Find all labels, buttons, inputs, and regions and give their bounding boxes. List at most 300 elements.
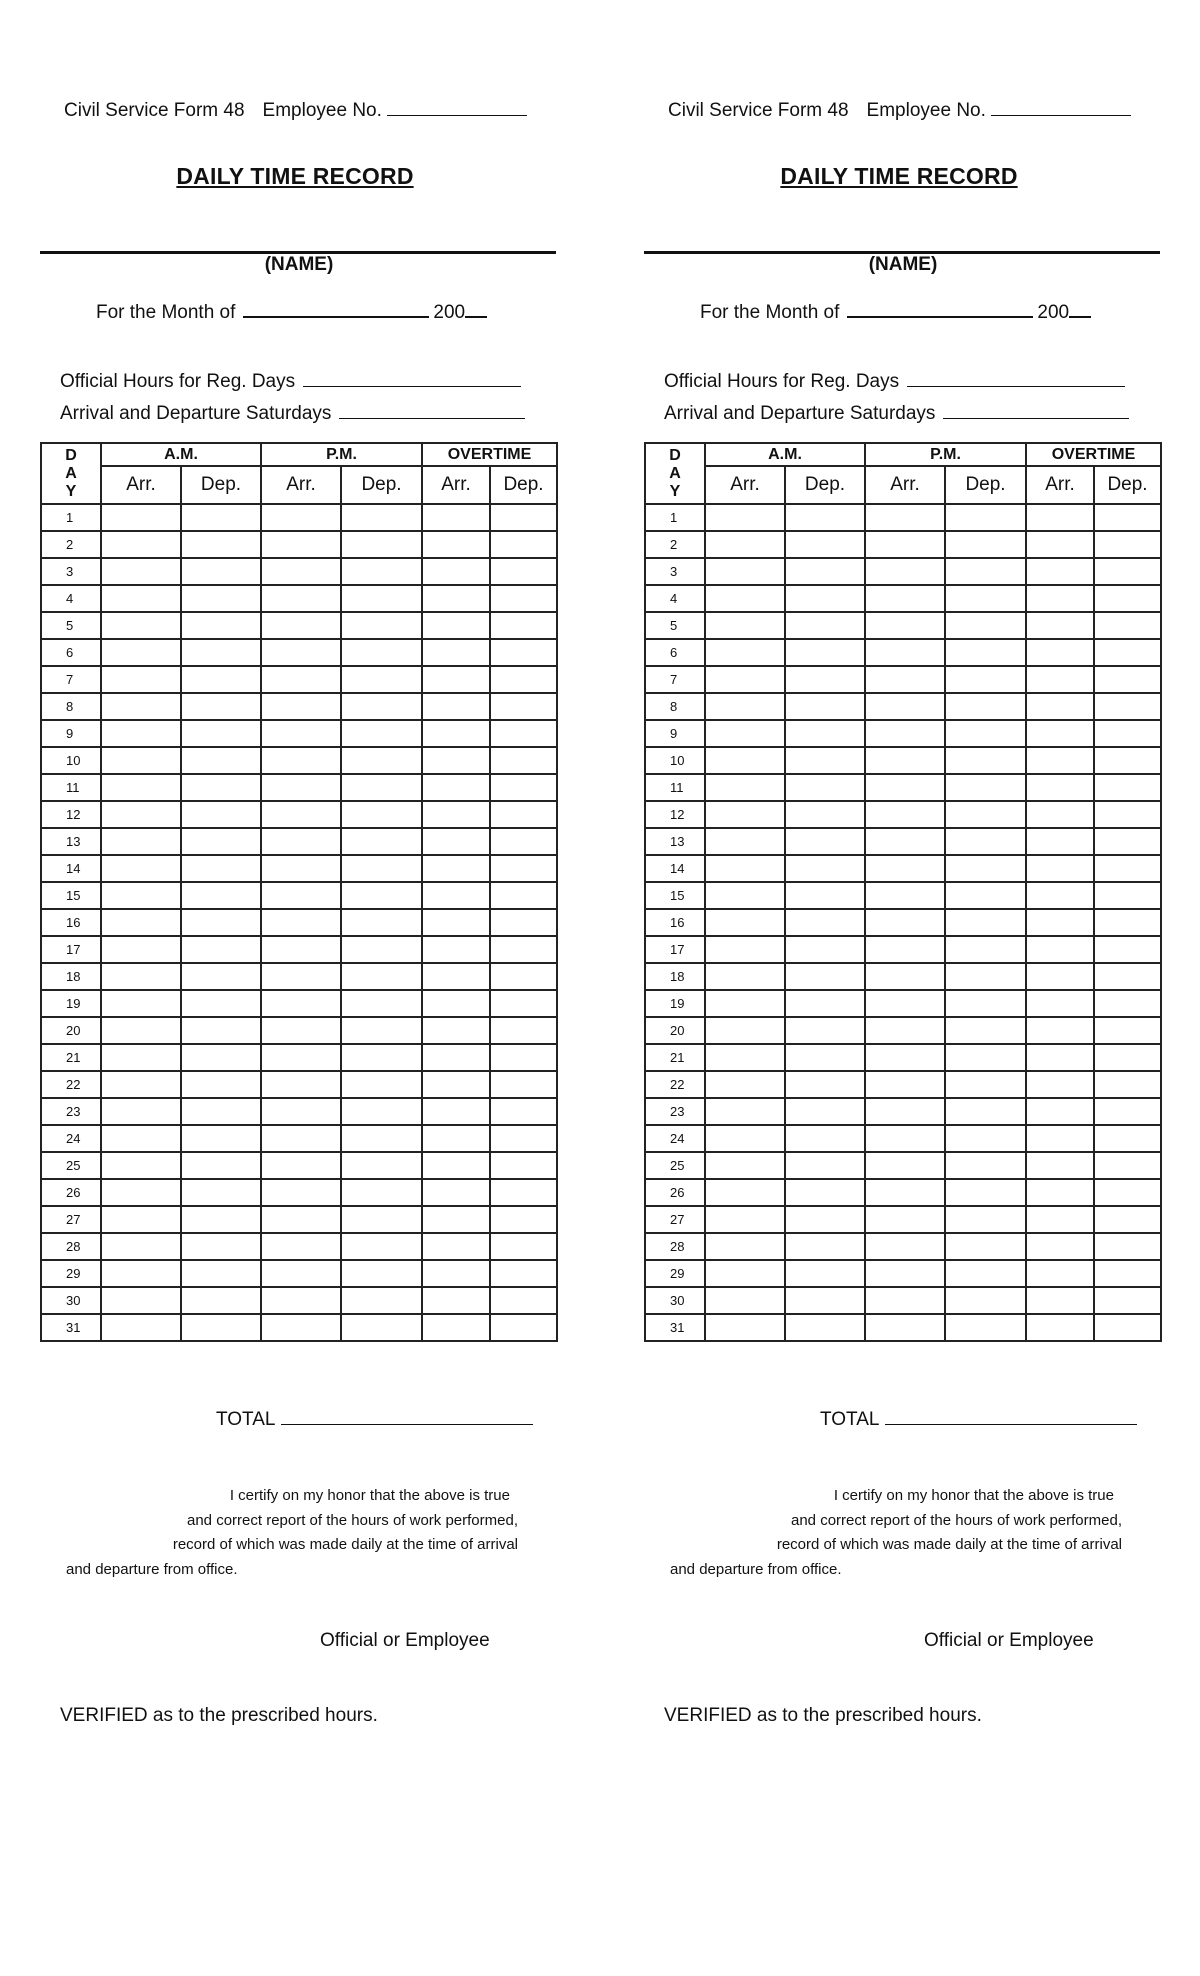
overtime-arrival-cell[interactable] — [422, 1044, 490, 1071]
overtime-arrival-cell[interactable] — [1026, 1017, 1094, 1044]
am-arrival-cell[interactable] — [705, 504, 785, 531]
overtime-arrival-cell[interactable] — [1026, 963, 1094, 990]
overtime-departure-cell[interactable] — [490, 585, 557, 612]
overtime-departure-cell[interactable] — [1094, 612, 1161, 639]
am-arrival-cell[interactable] — [101, 1233, 181, 1260]
am-departure-cell[interactable] — [181, 963, 261, 990]
pm-departure-cell[interactable] — [945, 1179, 1026, 1206]
overtime-departure-cell[interactable] — [490, 1179, 557, 1206]
am-arrival-cell[interactable] — [101, 963, 181, 990]
overtime-arrival-cell[interactable] — [1026, 882, 1094, 909]
pm-departure-cell[interactable] — [945, 1287, 1026, 1314]
am-departure-cell[interactable] — [785, 801, 865, 828]
overtime-departure-cell[interactable] — [1094, 882, 1161, 909]
pm-arrival-cell[interactable] — [261, 585, 341, 612]
am-departure-cell[interactable] — [785, 1287, 865, 1314]
overtime-arrival-cell[interactable] — [422, 558, 490, 585]
pm-departure-cell[interactable] — [945, 558, 1026, 585]
am-departure-cell[interactable] — [785, 1206, 865, 1233]
overtime-departure-cell[interactable] — [490, 909, 557, 936]
pm-departure-cell[interactable] — [341, 558, 422, 585]
am-departure-cell[interactable] — [785, 747, 865, 774]
overtime-departure-cell[interactable] — [490, 531, 557, 558]
pm-arrival-cell[interactable] — [865, 909, 945, 936]
overtime-arrival-cell[interactable] — [422, 1125, 490, 1152]
pm-arrival-cell[interactable] — [865, 936, 945, 963]
am-departure-cell[interactable] — [785, 666, 865, 693]
am-departure-cell[interactable] — [785, 1314, 865, 1341]
pm-arrival-cell[interactable] — [865, 1017, 945, 1044]
overtime-arrival-cell[interactable] — [1026, 585, 1094, 612]
saturdays-field[interactable] — [943, 404, 1129, 419]
am-departure-cell[interactable] — [785, 1098, 865, 1125]
pm-departure-cell[interactable] — [945, 801, 1026, 828]
pm-departure-cell[interactable] — [341, 936, 422, 963]
am-departure-cell[interactable] — [181, 1098, 261, 1125]
pm-arrival-cell[interactable] — [865, 882, 945, 909]
employee-no-field[interactable] — [387, 101, 527, 116]
am-arrival-cell[interactable] — [101, 693, 181, 720]
overtime-arrival-cell[interactable] — [1026, 1071, 1094, 1098]
overtime-arrival-cell[interactable] — [422, 1152, 490, 1179]
overtime-departure-cell[interactable] — [490, 1206, 557, 1233]
am-arrival-cell[interactable] — [705, 531, 785, 558]
am-arrival-cell[interactable] — [705, 1017, 785, 1044]
am-departure-cell[interactable] — [181, 612, 261, 639]
am-arrival-cell[interactable] — [705, 1125, 785, 1152]
overtime-departure-cell[interactable] — [1094, 504, 1161, 531]
am-arrival-cell[interactable] — [705, 990, 785, 1017]
am-arrival-cell[interactable] — [705, 693, 785, 720]
overtime-arrival-cell[interactable] — [422, 1233, 490, 1260]
am-arrival-cell[interactable] — [101, 1098, 181, 1125]
am-departure-cell[interactable] — [785, 990, 865, 1017]
am-arrival-cell[interactable] — [101, 558, 181, 585]
am-arrival-cell[interactable] — [705, 828, 785, 855]
pm-departure-cell[interactable] — [945, 720, 1026, 747]
pm-arrival-cell[interactable] — [261, 1206, 341, 1233]
pm-arrival-cell[interactable] — [865, 828, 945, 855]
overtime-arrival-cell[interactable] — [1026, 612, 1094, 639]
pm-arrival-cell[interactable] — [865, 666, 945, 693]
overtime-departure-cell[interactable] — [490, 504, 557, 531]
am-arrival-cell[interactable] — [101, 1152, 181, 1179]
overtime-arrival-cell[interactable] — [1026, 1314, 1094, 1341]
overtime-arrival-cell[interactable] — [422, 801, 490, 828]
overtime-arrival-cell[interactable] — [422, 693, 490, 720]
am-departure-cell[interactable] — [181, 882, 261, 909]
am-arrival-cell[interactable] — [101, 855, 181, 882]
pm-departure-cell[interactable] — [945, 828, 1026, 855]
pm-arrival-cell[interactable] — [865, 558, 945, 585]
overtime-departure-cell[interactable] — [490, 1044, 557, 1071]
overtime-arrival-cell[interactable] — [422, 612, 490, 639]
pm-departure-cell[interactable] — [341, 1314, 422, 1341]
overtime-arrival-cell[interactable] — [422, 1017, 490, 1044]
pm-arrival-cell[interactable] — [865, 1125, 945, 1152]
overtime-arrival-cell[interactable] — [422, 585, 490, 612]
overtime-departure-cell[interactable] — [1094, 1314, 1161, 1341]
pm-arrival-cell[interactable] — [261, 747, 341, 774]
am-departure-cell[interactable] — [181, 1017, 261, 1044]
overtime-arrival-cell[interactable] — [1026, 1125, 1094, 1152]
am-arrival-cell[interactable] — [101, 1206, 181, 1233]
pm-departure-cell[interactable] — [945, 909, 1026, 936]
pm-departure-cell[interactable] — [945, 747, 1026, 774]
pm-arrival-cell[interactable] — [865, 612, 945, 639]
overtime-arrival-cell[interactable] — [422, 531, 490, 558]
overtime-departure-cell[interactable] — [1094, 558, 1161, 585]
am-arrival-cell[interactable] — [101, 774, 181, 801]
pm-arrival-cell[interactable] — [865, 990, 945, 1017]
pm-departure-cell[interactable] — [341, 1098, 422, 1125]
pm-departure-cell[interactable] — [945, 1233, 1026, 1260]
overtime-arrival-cell[interactable] — [422, 1179, 490, 1206]
overtime-departure-cell[interactable] — [1094, 1152, 1161, 1179]
am-arrival-cell[interactable] — [705, 558, 785, 585]
am-departure-cell[interactable] — [181, 1206, 261, 1233]
overtime-arrival-cell[interactable] — [422, 828, 490, 855]
am-departure-cell[interactable] — [181, 1125, 261, 1152]
overtime-arrival-cell[interactable] — [1026, 828, 1094, 855]
am-departure-cell[interactable] — [181, 1287, 261, 1314]
overtime-arrival-cell[interactable] — [1026, 720, 1094, 747]
overtime-arrival-cell[interactable] — [1026, 1044, 1094, 1071]
overtime-arrival-cell[interactable] — [1026, 855, 1094, 882]
overtime-arrival-cell[interactable] — [1026, 1098, 1094, 1125]
pm-departure-cell[interactable] — [341, 1017, 422, 1044]
overtime-arrival-cell[interactable] — [422, 1071, 490, 1098]
pm-arrival-cell[interactable] — [261, 1314, 341, 1341]
pm-arrival-cell[interactable] — [865, 747, 945, 774]
pm-departure-cell[interactable] — [945, 639, 1026, 666]
am-departure-cell[interactable] — [785, 1260, 865, 1287]
pm-departure-cell[interactable] — [945, 1098, 1026, 1125]
overtime-arrival-cell[interactable] — [1026, 747, 1094, 774]
overtime-departure-cell[interactable] — [490, 936, 557, 963]
pm-departure-cell[interactable] — [945, 1017, 1026, 1044]
overtime-departure-cell[interactable] — [490, 1071, 557, 1098]
am-arrival-cell[interactable] — [705, 909, 785, 936]
pm-arrival-cell[interactable] — [261, 828, 341, 855]
am-departure-cell[interactable] — [181, 1044, 261, 1071]
am-arrival-cell[interactable] — [705, 1260, 785, 1287]
am-departure-cell[interactable] — [785, 531, 865, 558]
am-arrival-cell[interactable] — [101, 1125, 181, 1152]
overtime-arrival-cell[interactable] — [1026, 504, 1094, 531]
am-arrival-cell[interactable] — [705, 612, 785, 639]
am-departure-cell[interactable] — [181, 855, 261, 882]
am-departure-cell[interactable] — [785, 963, 865, 990]
pm-arrival-cell[interactable] — [261, 612, 341, 639]
overtime-arrival-cell[interactable] — [422, 882, 490, 909]
overtime-departure-cell[interactable] — [1094, 1098, 1161, 1125]
overtime-arrival-cell[interactable] — [1026, 1233, 1094, 1260]
overtime-departure-cell[interactable] — [1094, 639, 1161, 666]
overtime-departure-cell[interactable] — [490, 1125, 557, 1152]
overtime-departure-cell[interactable] — [1094, 909, 1161, 936]
pm-arrival-cell[interactable] — [261, 990, 341, 1017]
pm-departure-cell[interactable] — [341, 1071, 422, 1098]
am-arrival-cell[interactable] — [101, 1044, 181, 1071]
pm-departure-cell[interactable] — [945, 1152, 1026, 1179]
pm-arrival-cell[interactable] — [865, 639, 945, 666]
overtime-departure-cell[interactable] — [490, 990, 557, 1017]
overtime-arrival-cell[interactable] — [1026, 531, 1094, 558]
pm-departure-cell[interactable] — [945, 504, 1026, 531]
overtime-arrival-cell[interactable] — [422, 1098, 490, 1125]
pm-departure-cell[interactable] — [341, 531, 422, 558]
pm-arrival-cell[interactable] — [865, 1071, 945, 1098]
overtime-departure-cell[interactable] — [490, 1152, 557, 1179]
overtime-arrival-cell[interactable] — [1026, 693, 1094, 720]
am-departure-cell[interactable] — [181, 666, 261, 693]
overtime-arrival-cell[interactable] — [422, 936, 490, 963]
overtime-departure-cell[interactable] — [490, 1233, 557, 1260]
overtime-arrival-cell[interactable] — [1026, 990, 1094, 1017]
pm-departure-cell[interactable] — [341, 855, 422, 882]
total-field[interactable] — [885, 1410, 1137, 1425]
overtime-arrival-cell[interactable] — [1026, 639, 1094, 666]
pm-departure-cell[interactable] — [945, 774, 1026, 801]
am-arrival-cell[interactable] — [705, 882, 785, 909]
overtime-arrival-cell[interactable] — [422, 747, 490, 774]
pm-arrival-cell[interactable] — [865, 1179, 945, 1206]
pm-arrival-cell[interactable] — [261, 801, 341, 828]
pm-arrival-cell[interactable] — [865, 1152, 945, 1179]
am-departure-cell[interactable] — [785, 1179, 865, 1206]
pm-departure-cell[interactable] — [341, 666, 422, 693]
overtime-departure-cell[interactable] — [1094, 828, 1161, 855]
overtime-departure-cell[interactable] — [1094, 1260, 1161, 1287]
overtime-arrival-cell[interactable] — [422, 774, 490, 801]
am-arrival-cell[interactable] — [705, 1044, 785, 1071]
am-departure-cell[interactable] — [785, 1044, 865, 1071]
am-departure-cell[interactable] — [785, 612, 865, 639]
overtime-arrival-cell[interactable] — [1026, 936, 1094, 963]
am-departure-cell[interactable] — [785, 774, 865, 801]
am-departure-cell[interactable] — [785, 882, 865, 909]
am-departure-cell[interactable] — [785, 1152, 865, 1179]
overtime-arrival-cell[interactable] — [1026, 774, 1094, 801]
employee-no-field[interactable] — [991, 101, 1131, 116]
am-arrival-cell[interactable] — [101, 531, 181, 558]
pm-arrival-cell[interactable] — [261, 693, 341, 720]
overtime-departure-cell[interactable] — [490, 1314, 557, 1341]
pm-departure-cell[interactable] — [341, 909, 422, 936]
pm-departure-cell[interactable] — [341, 1179, 422, 1206]
am-arrival-cell[interactable] — [101, 1179, 181, 1206]
pm-departure-cell[interactable] — [341, 1233, 422, 1260]
am-departure-cell[interactable] — [785, 936, 865, 963]
am-departure-cell[interactable] — [785, 504, 865, 531]
pm-departure-cell[interactable] — [341, 747, 422, 774]
am-arrival-cell[interactable] — [705, 747, 785, 774]
am-departure-cell[interactable] — [785, 909, 865, 936]
am-arrival-cell[interactable] — [101, 909, 181, 936]
am-arrival-cell[interactable] — [705, 936, 785, 963]
pm-departure-cell[interactable] — [341, 828, 422, 855]
pm-arrival-cell[interactable] — [865, 720, 945, 747]
am-departure-cell[interactable] — [181, 1314, 261, 1341]
pm-departure-cell[interactable] — [341, 1152, 422, 1179]
pm-arrival-cell[interactable] — [261, 855, 341, 882]
am-departure-cell[interactable] — [181, 801, 261, 828]
am-departure-cell[interactable] — [181, 504, 261, 531]
overtime-departure-cell[interactable] — [1094, 963, 1161, 990]
am-arrival-cell[interactable] — [705, 774, 785, 801]
overtime-departure-cell[interactable] — [1094, 585, 1161, 612]
am-departure-cell[interactable] — [785, 1233, 865, 1260]
overtime-departure-cell[interactable] — [490, 1287, 557, 1314]
am-departure-cell[interactable] — [785, 855, 865, 882]
overtime-departure-cell[interactable] — [1094, 855, 1161, 882]
am-departure-cell[interactable] — [181, 990, 261, 1017]
overtime-departure-cell[interactable] — [1094, 693, 1161, 720]
pm-departure-cell[interactable] — [341, 1260, 422, 1287]
pm-departure-cell[interactable] — [341, 504, 422, 531]
am-departure-cell[interactable] — [785, 1017, 865, 1044]
overtime-departure-cell[interactable] — [490, 828, 557, 855]
am-departure-cell[interactable] — [181, 1260, 261, 1287]
overtime-departure-cell[interactable] — [490, 801, 557, 828]
overtime-arrival-cell[interactable] — [1026, 801, 1094, 828]
am-departure-cell[interactable] — [181, 909, 261, 936]
am-arrival-cell[interactable] — [101, 666, 181, 693]
am-arrival-cell[interactable] — [705, 855, 785, 882]
am-departure-cell[interactable] — [181, 747, 261, 774]
overtime-departure-cell[interactable] — [490, 720, 557, 747]
month-field[interactable] — [243, 302, 429, 318]
am-departure-cell[interactable] — [785, 828, 865, 855]
overtime-arrival-cell[interactable] — [1026, 1152, 1094, 1179]
pm-departure-cell[interactable] — [341, 720, 422, 747]
pm-arrival-cell[interactable] — [261, 1044, 341, 1071]
overtime-arrival-cell[interactable] — [422, 720, 490, 747]
am-arrival-cell[interactable] — [101, 990, 181, 1017]
am-arrival-cell[interactable] — [705, 1233, 785, 1260]
overtime-departure-cell[interactable] — [490, 774, 557, 801]
overtime-departure-cell[interactable] — [490, 882, 557, 909]
pm-arrival-cell[interactable] — [865, 774, 945, 801]
pm-departure-cell[interactable] — [341, 639, 422, 666]
overtime-arrival-cell[interactable] — [422, 963, 490, 990]
am-departure-cell[interactable] — [181, 828, 261, 855]
am-departure-cell[interactable] — [181, 720, 261, 747]
am-arrival-cell[interactable] — [705, 666, 785, 693]
am-arrival-cell[interactable] — [101, 1071, 181, 1098]
am-arrival-cell[interactable] — [705, 585, 785, 612]
pm-departure-cell[interactable] — [341, 612, 422, 639]
am-arrival-cell[interactable] — [101, 1287, 181, 1314]
overtime-departure-cell[interactable] — [1094, 1017, 1161, 1044]
pm-arrival-cell[interactable] — [261, 1152, 341, 1179]
pm-arrival-cell[interactable] — [865, 531, 945, 558]
pm-departure-cell[interactable] — [945, 855, 1026, 882]
overtime-arrival-cell[interactable] — [1026, 558, 1094, 585]
am-arrival-cell[interactable] — [705, 639, 785, 666]
pm-departure-cell[interactable] — [341, 585, 422, 612]
overtime-arrival-cell[interactable] — [422, 1287, 490, 1314]
overtime-arrival-cell[interactable] — [422, 1206, 490, 1233]
overtime-arrival-cell[interactable] — [1026, 909, 1094, 936]
am-departure-cell[interactable] — [181, 1152, 261, 1179]
overtime-departure-cell[interactable] — [1094, 936, 1161, 963]
overtime-departure-cell[interactable] — [1094, 1233, 1161, 1260]
overtime-arrival-cell[interactable] — [422, 990, 490, 1017]
overtime-arrival-cell[interactable] — [422, 1314, 490, 1341]
pm-departure-cell[interactable] — [945, 882, 1026, 909]
am-arrival-cell[interactable] — [705, 720, 785, 747]
pm-departure-cell[interactable] — [945, 666, 1026, 693]
pm-arrival-cell[interactable] — [865, 1233, 945, 1260]
am-arrival-cell[interactable] — [705, 1287, 785, 1314]
pm-arrival-cell[interactable] — [865, 1287, 945, 1314]
overtime-departure-cell[interactable] — [490, 612, 557, 639]
pm-arrival-cell[interactable] — [261, 720, 341, 747]
overtime-arrival-cell[interactable] — [1026, 1260, 1094, 1287]
am-departure-cell[interactable] — [181, 531, 261, 558]
overtime-arrival-cell[interactable] — [1026, 666, 1094, 693]
pm-departure-cell[interactable] — [341, 1206, 422, 1233]
pm-departure-cell[interactable] — [341, 774, 422, 801]
pm-departure-cell[interactable] — [945, 585, 1026, 612]
am-arrival-cell[interactable] — [705, 1179, 785, 1206]
am-departure-cell[interactable] — [785, 720, 865, 747]
pm-arrival-cell[interactable] — [865, 585, 945, 612]
pm-departure-cell[interactable] — [945, 612, 1026, 639]
overtime-departure-cell[interactable] — [1094, 1179, 1161, 1206]
pm-arrival-cell[interactable] — [865, 504, 945, 531]
pm-arrival-cell[interactable] — [261, 774, 341, 801]
pm-departure-cell[interactable] — [945, 1071, 1026, 1098]
am-departure-cell[interactable] — [181, 1233, 261, 1260]
am-arrival-cell[interactable] — [705, 1152, 785, 1179]
pm-departure-cell[interactable] — [945, 531, 1026, 558]
pm-departure-cell[interactable] — [341, 882, 422, 909]
pm-arrival-cell[interactable] — [865, 963, 945, 990]
am-arrival-cell[interactable] — [705, 801, 785, 828]
year-field[interactable] — [465, 302, 487, 318]
overtime-arrival-cell[interactable] — [1026, 1287, 1094, 1314]
overtime-departure-cell[interactable] — [490, 693, 557, 720]
overtime-departure-cell[interactable] — [1094, 1206, 1161, 1233]
pm-arrival-cell[interactable] — [865, 1098, 945, 1125]
am-arrival-cell[interactable] — [101, 639, 181, 666]
pm-arrival-cell[interactable] — [865, 1206, 945, 1233]
overtime-departure-cell[interactable] — [490, 855, 557, 882]
pm-arrival-cell[interactable] — [261, 639, 341, 666]
pm-arrival-cell[interactable] — [261, 531, 341, 558]
saturdays-field[interactable] — [339, 404, 525, 419]
am-arrival-cell[interactable] — [705, 1071, 785, 1098]
am-departure-cell[interactable] — [181, 639, 261, 666]
pm-arrival-cell[interactable] — [261, 963, 341, 990]
overtime-departure-cell[interactable] — [1094, 1287, 1161, 1314]
overtime-departure-cell[interactable] — [490, 1098, 557, 1125]
pm-arrival-cell[interactable] — [865, 855, 945, 882]
overtime-departure-cell[interactable] — [1094, 1125, 1161, 1152]
overtime-arrival-cell[interactable] — [1026, 1179, 1094, 1206]
pm-departure-cell[interactable] — [945, 963, 1026, 990]
month-field[interactable] — [847, 302, 1033, 318]
am-departure-cell[interactable] — [785, 558, 865, 585]
am-departure-cell[interactable] — [785, 585, 865, 612]
pm-arrival-cell[interactable] — [865, 693, 945, 720]
overtime-departure-cell[interactable] — [1094, 531, 1161, 558]
overtime-arrival-cell[interactable] — [422, 666, 490, 693]
am-departure-cell[interactable] — [181, 693, 261, 720]
